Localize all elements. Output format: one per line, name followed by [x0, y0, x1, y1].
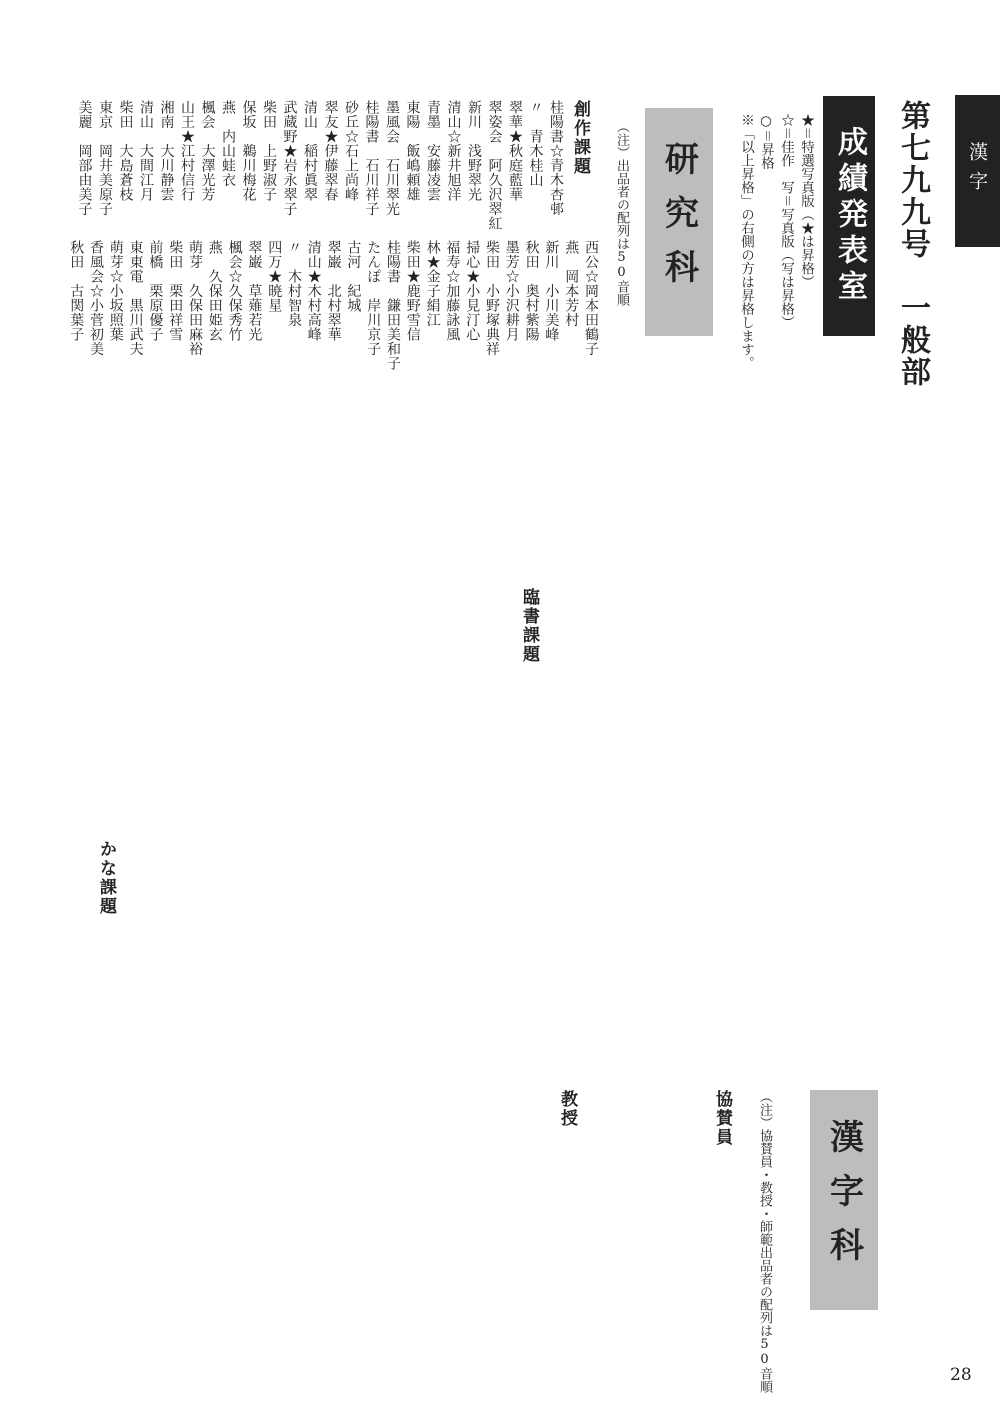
entry-name: 墨風会 石川翠光: [384, 100, 400, 216]
entry-name: 秋田 奥村紫陽: [523, 240, 540, 342]
section-kana-label: かな課題: [96, 840, 116, 916]
entry-name: 楓会 大澤光芳: [199, 100, 216, 202]
entry-name: 清山 稲村眞翠: [302, 100, 318, 202]
entry-name: 東陽 飯嶋頼雄: [404, 100, 421, 202]
legend-line: ☆＝佳作 写＝写真版（写は昇格）: [778, 113, 794, 329]
section-kyouju-label: 教授: [557, 1090, 577, 1128]
entry-name: 掃心★小見汀心: [464, 240, 481, 342]
entry-name: 前橋 栗原優子: [147, 240, 164, 342]
entry-name: 青墨 安藤凌雲: [425, 100, 441, 202]
entry-name: 翠友★伊藤翠春: [322, 100, 339, 202]
entry-name: 楓会☆久保秀竹: [226, 240, 243, 342]
entry-name: 翠巌 北村翠華: [325, 240, 342, 342]
entry-name: 山王★江村信行: [179, 100, 195, 202]
entry-name: 新川 浅野翠光: [466, 100, 482, 202]
entry-name: 東京 岡井美原子: [97, 100, 113, 216]
section-kyousan-label: 協賛員: [712, 1090, 732, 1147]
legend-line: ○＝昇格: [758, 113, 774, 170]
entry-name: 桂陽書 石川祥子: [363, 100, 380, 216]
entry-name: 燕 岡本芳村: [563, 240, 580, 327]
entry-name: 秋田 古関葉子: [68, 240, 85, 342]
entry-name: 柴田 栗田祥雪: [167, 240, 184, 342]
entry-name: 萌芽 久保田麻裕: [187, 240, 203, 356]
legend-line: ★＝特選写真版（★は昇格）: [798, 113, 814, 289]
category-tab: 漢字: [955, 95, 1000, 247]
entry-name: 林★金子絹江: [424, 240, 441, 327]
dept-kenkyu-label: 研究科: [645, 108, 713, 336]
entry-name: 桂陽書 鎌田美和子: [385, 240, 401, 371]
entry-name: 翠姿会 阿久沢翠紅: [486, 100, 503, 231]
entry-name: 柴田 小野塚典祥: [484, 240, 500, 356]
issue-title: 第七九九号 一般部: [895, 100, 930, 388]
entry-name: たんぽ 岸川京子: [365, 240, 382, 356]
entry-name: 清山☆新井旭洋: [445, 100, 462, 202]
entry-name: 柴田★鹿野雪信: [404, 240, 421, 342]
entry-name: 柴田 大島蒼枝: [117, 100, 134, 202]
report-title: 成績発表室: [823, 96, 875, 336]
entry-name: 柴田 上野淑子: [261, 100, 277, 202]
entry-name: 翠巌 草薙若光: [246, 240, 263, 342]
entry-name: 清山★木村高峰: [305, 240, 322, 342]
entry-name: 萌芽☆小坂照葉: [107, 240, 124, 342]
dept-kanji-note: （注）協賛員・教授・師範出品者の配列は50音順: [757, 1090, 772, 1393]
dept-kanji-label: 漢字科: [810, 1090, 878, 1310]
section-rinsho-label: 臨書課題: [519, 588, 539, 664]
entry-name: 翠華★秋庭藍華: [507, 100, 523, 202]
legend-line: ※「以上昇格」の右側の方は昇格します。: [738, 113, 754, 370]
entry-name: 保坂 鵜川梅花: [240, 100, 257, 202]
entry-name: 清山 大間江月: [138, 100, 154, 202]
entry-name: 燕 内山蛙衣: [220, 100, 236, 187]
entry-name: 香風会☆小菅初美: [88, 240, 104, 356]
entry-name: 四万★暁星: [266, 240, 283, 313]
dept-kenkyu-note: （注）出品者の配列は50音順: [614, 120, 629, 306]
entry-name: 西公☆岡本田鶴子: [583, 240, 599, 356]
section-creative-label: 創作課題: [570, 100, 590, 176]
entry-name: 〃 木村智泉: [286, 240, 302, 327]
entry-name: 桂陽書☆青木杏邨: [548, 100, 564, 216]
entry-name: 砂丘☆石上尚峰: [343, 100, 359, 202]
entry-name: 美麗 岡部由美子: [76, 100, 93, 216]
legend: [736, 113, 816, 370]
entry-name: 武蔵野★岩永翠子: [281, 100, 298, 216]
entry-name: 墨芳☆小沢耕月: [503, 240, 520, 342]
entry-name: 東東電 黒川武夫: [127, 240, 144, 356]
entry-name: 燕 久保田姫玄: [206, 240, 223, 342]
entry-name: 〃 青木桂山: [527, 100, 544, 187]
entry-name: 湘南 大川静雲: [158, 100, 175, 202]
page-number: 28: [950, 1365, 972, 1385]
entry-name: 新川 小川美峰: [543, 240, 560, 342]
entry-name: 古河 紀城: [345, 240, 362, 313]
entry-name: 福寿☆加藤詠風: [444, 240, 461, 342]
